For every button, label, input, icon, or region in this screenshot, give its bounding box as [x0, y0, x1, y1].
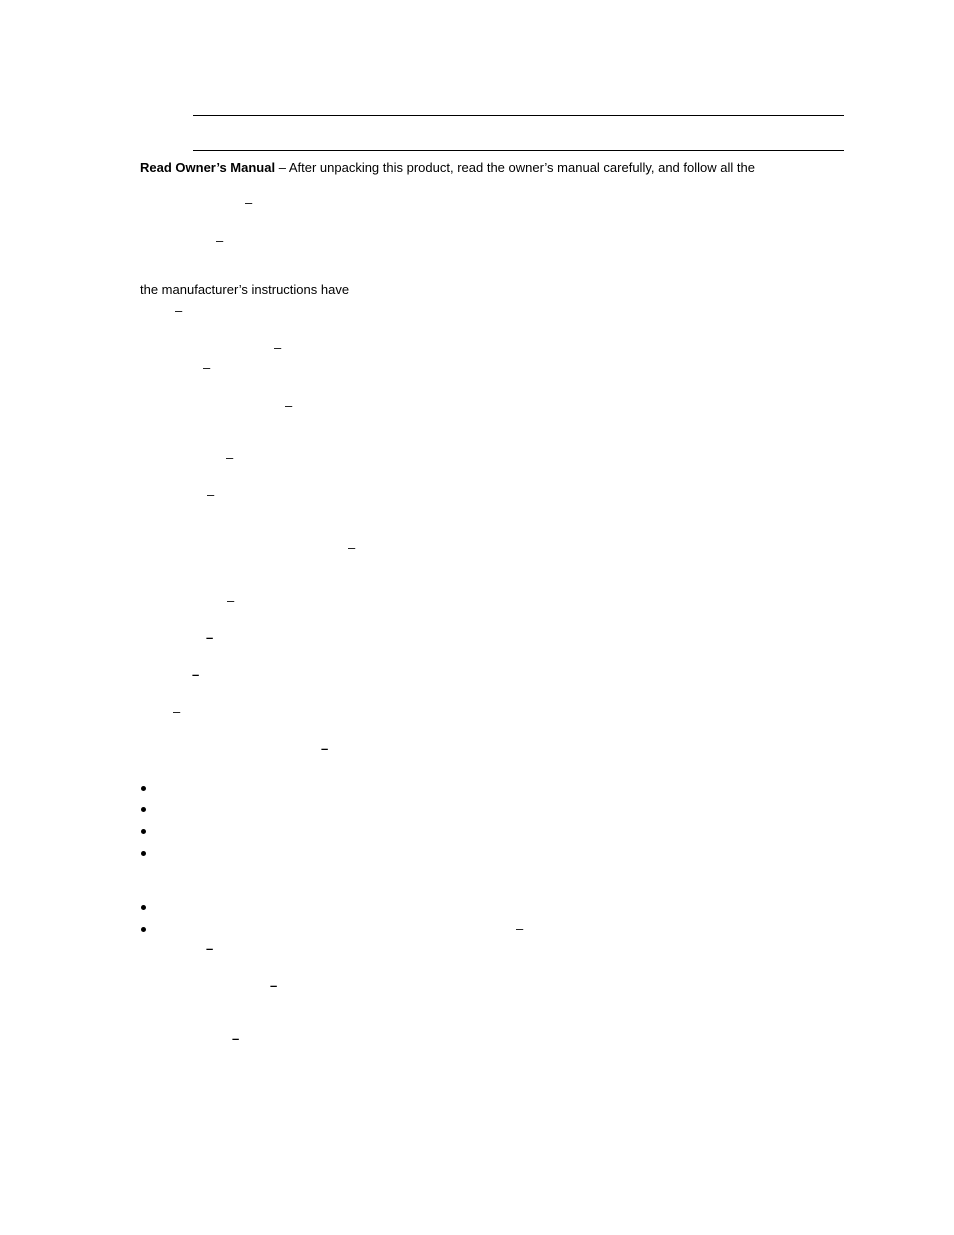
bullet-1: [141, 786, 146, 791]
top-rule-2: [193, 150, 844, 151]
owners-manual-line: [140, 160, 755, 176]
bullet-2: [141, 807, 146, 812]
dash-14: –: [321, 741, 329, 756]
dash-13: –: [173, 704, 181, 719]
dash-7: –: [226, 450, 234, 465]
dash-16: –: [206, 941, 214, 956]
dash-17: –: [270, 978, 278, 993]
manufacturer-instructions-line: the manufacturer’s instructions have: [140, 282, 350, 297]
bullet-3: [141, 829, 146, 834]
dash-4: –: [274, 340, 282, 355]
dash-2: –: [216, 233, 224, 248]
dash-3: –: [175, 303, 183, 318]
dash-18: –: [232, 1031, 240, 1046]
dash-15: –: [516, 921, 524, 936]
bullet-6: [141, 927, 146, 932]
dash-1: –: [245, 195, 253, 210]
dash-5: –: [203, 360, 211, 375]
dash-6: –: [285, 398, 293, 413]
top-rule-1: [193, 115, 844, 116]
dash-12: –: [192, 667, 200, 682]
dash-10: –: [227, 593, 235, 608]
dash-11: –: [206, 630, 214, 645]
owners-manual-text: – After unpacking this product, read the owner’s manual carefully, and follow all the: [275, 160, 755, 175]
owners-manual-heading: Read Owner’s Manual: [140, 160, 276, 175]
bullet-5: [141, 905, 146, 910]
dash-9: –: [348, 540, 356, 555]
dash-8: –: [207, 487, 215, 502]
bullet-4: [141, 851, 146, 856]
